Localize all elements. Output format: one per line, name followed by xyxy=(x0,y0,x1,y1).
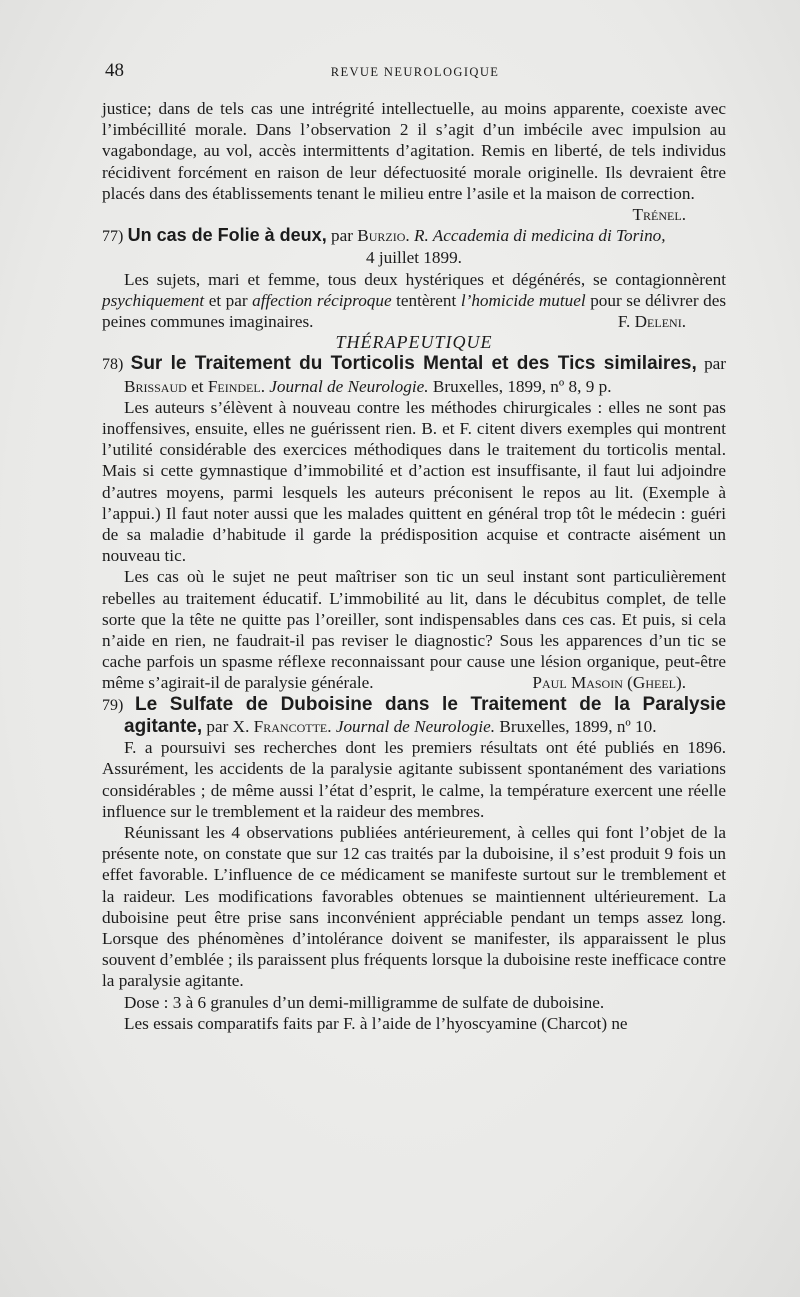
running-header xyxy=(105,60,725,90)
entry-78-journal: Journal de Neurologie. xyxy=(269,376,429,396)
entry-77-signature: F. Deleni. xyxy=(617,312,686,332)
entry-77-source: R. Accademia di medicina di Torino, xyxy=(413,226,666,246)
entry-78-paragraph-1: Les auteurs s’élèvent à nouveau contre les méthodes chirurgicales : elles ne sont pas inoffensives, ensuite, elles ne guérissent rien. B. et F. citent divers exemples qui montrent l’utilité considérable des exercices méthodiques dans le traitement du torticolis mental. Mais si cette gymnastique d’immobilité et d’action est insuffisante, il faut lui adjoindre d’autres moyens, parmi lesquels les auteurs préconisent le repos au lit. (Exemple à l’appui.) Il faut noter aussi que les malades quittent en général trop tôt le médecin : guéri de sa maladie d’habitude il garde la prédisposition acquise et contracte aisément un nouveau tic. xyxy=(102,397,726,566)
entry-77-date: 4 juillet 1899. xyxy=(366,248,462,268)
entry-79-details: Bruxelles, 1899, nº 10. xyxy=(499,716,657,736)
entry-77-heading: 77) Un cas de Folie à deux, par Burzio. R. Accademia di medicina di Torino, xyxy=(102,225,666,246)
entry-78-heading: 78) Sur le Traitement du Torticolis Mental et des Tics similaires, par Brissaud et Feindel. Journal de Neurologie. Bruxelles, 1899, nº 8, 9 p. xyxy=(102,353,727,396)
text-column xyxy=(102,98,726,1034)
entry-79-title: Le Sulfate de Duboisine dans le Traitement de la Paralysie agitante, xyxy=(124,693,726,737)
entry-79-heading: 79) Le Sulfate de Duboisine dans le Traitement de la Paralysie agitante, par X. Francotte. Journal de Neurologie. Bruxelles, 1899, nº 10. xyxy=(102,693,726,737)
journal-title: REVUE NEUROLOGIQUE xyxy=(330,65,500,79)
entry-78-signature: Paul Masoin (Gheel). xyxy=(532,673,686,693)
section-title: THÉRAPEUTIQUE xyxy=(335,332,493,353)
entry-77-body: Les sujets, mari et femme, tous deux hystériques et dégénérés, se contagionnèrent psychiquement et par affection réciproque tentèrent l’homicide mutuel pour se délivrer des peines communes imaginaires. F. Deleni. xyxy=(102,269,727,332)
entry-78-details: Bruxelles, 1899, nº 8, 9 p. xyxy=(432,376,612,396)
entry-79-journal: Journal de Neurologie. xyxy=(335,716,496,736)
entry-79-paragraph-4: Les essais comparatifs faits par F. à l’aide de l’hyoscyamine (Charcot) ne xyxy=(124,1013,628,1033)
entry-78-author-2: Feindel. xyxy=(207,376,265,396)
intro-signature: Trénel. xyxy=(632,205,686,225)
intro-paragraph: justice; dans de tels cas une intrégrité intellectuelle, au moins apparente, coexiste avec l’imbécillité morale. Dans l’observation 2 il s’agit d’un imbécile avec impulsion au vagabondage, au vol, accès intermittents d’agitation. Remis en liberté, de tels individus récidivent forcément en raison de leur défectuosité morale originelle. Ils devraient être placés dans des établissements tenant le milieu entre l’asile et la maison de correction. Trénel. xyxy=(102,99,726,225)
entry-79-paragraph-1: F. a poursuivi ses recherches dont les premiers résultats ont été publiés en 1896. Assurément, les accidents de la paralysie agitante subissent spontanément des variations considérables ; de même aussi l’état d’esprit, le calme, la température exercent une réelle influence sur le tremblement et la raideur des membres. xyxy=(102,738,726,821)
entry-77-author: Burzio. xyxy=(357,226,410,246)
entry-79-paragraph-3: Dose : 3 à 6 granules d’un demi-milligramme de sulfate de duboisine. xyxy=(124,992,605,1012)
entry-78-title: Sur le Traitement du Torticolis Mental et des Tics similaires, xyxy=(130,353,697,375)
entry-77-title: Un cas de Folie à deux, xyxy=(127,225,327,246)
page-number: 48 xyxy=(105,60,124,81)
entry-78-paragraph-2: Les cas où le sujet ne peut maîtriser son tic un seul instant sont particulièrement rebelles au traitement éducatif. L’immobilité au lit, dans le décubitus complet, de telle sorte que la tête ne quitte pas l’oreiller, sont indispensables dans ces cas. Et puis, si cela n’aide en rien, ne faudrait-il pas reviser le diagnostic? Sous les apparences d’un tic se cache parfois un spasme réflexe reconnaissant pour cause une lésion organique, peut-être même s’agirait-il de paralysie générale. Paul Masoin (Gheel). xyxy=(102,567,726,693)
entry-78-author-1: Brissaud xyxy=(124,376,187,396)
entry-79-paragraph-2: Réunissant les 4 observations publiées antérieurement, à celles qui font l’objet de la présente note, on constate que sur 12 cas traités par la duboisine, il s’est produit 9 fois un effet favorable. L’influence de ce médicament se manifeste surtout sur le tremblement et la raideur. Les modifications favorables obtenues se maintiennent ultérieurement. La duboisine peut être prise sans inconvénient appréciable pendant un temps assez long. Lorsque des phénomènes d’intolérance doivent se manifester, ils apparaissent le plus souvent d’emblée ; ils paraissent plus fréquents lorsque la duboisine reste inefficace contre la paralysie agitante. xyxy=(102,822,726,991)
entry-79-author: Francotte. xyxy=(253,716,332,736)
